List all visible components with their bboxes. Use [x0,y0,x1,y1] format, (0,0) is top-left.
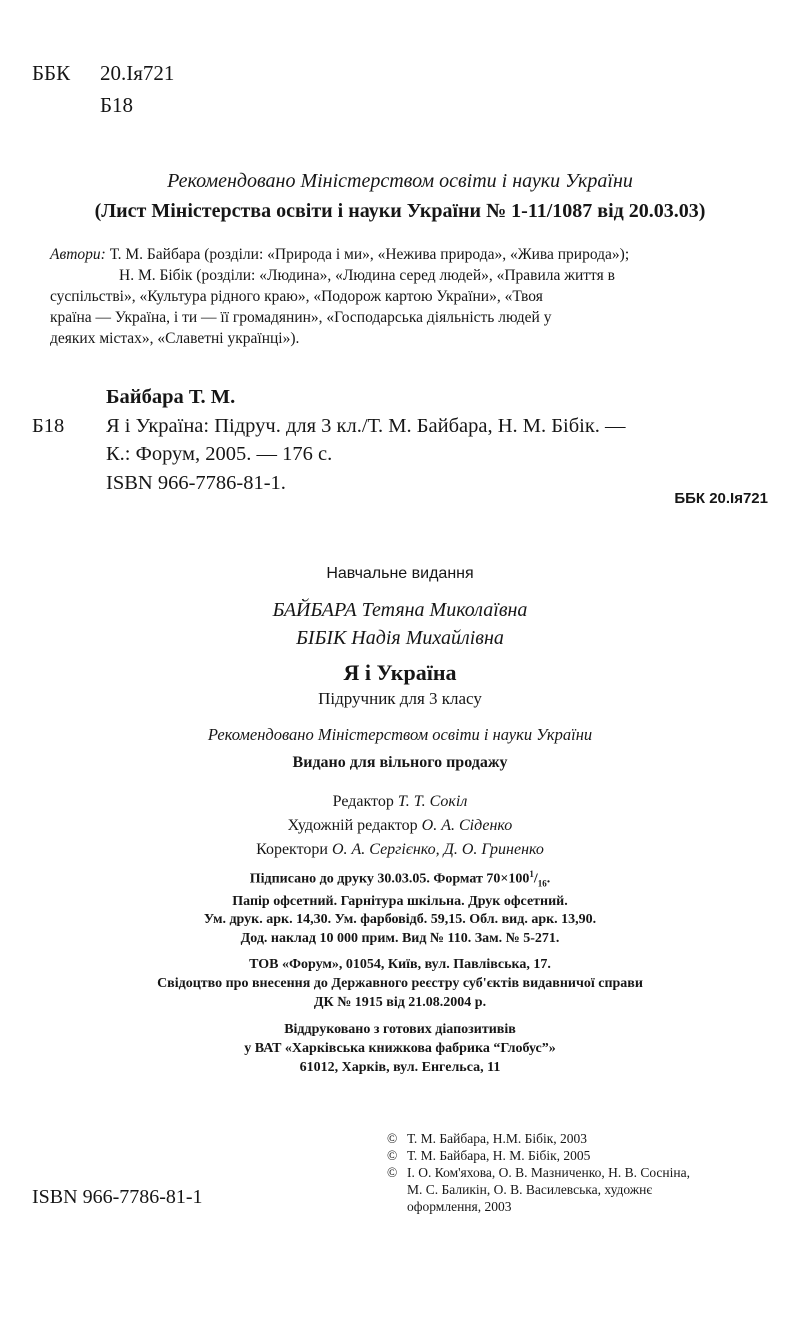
publisher-line: Свідоцтво про внесення до Державного реєстру суб'єктів видавничої справи [157,976,643,991]
copyright-icon: © [387,1165,398,1180]
catalog-card [32,383,626,497]
copyright-entry: Т. М. Байбара, Н.М. Бібік, 2003 [407,1131,588,1146]
authors-line: Н. М. Бібік (розділи: «Людина», «Людина серед людей», «Правила життя в [119,267,615,284]
cipher-code: Б18 [100,93,134,117]
book-subtitle: Підручник для 3 класу [318,689,482,708]
printer-info [0,1020,800,1077]
credit-role: Художній редактор [287,817,418,834]
catalog-bbk: ББК 20.Ія721 [674,490,768,507]
authors-note [50,244,766,349]
bbk-code: 20.Ія721 [100,61,175,85]
ministry-recommendation [0,166,800,226]
copyright-entry: І. О. Ком'яхова, О. В. Мазниченко, Н. В. Сосніна, [407,1165,690,1180]
catalog-cipher: Б18 [32,414,65,437]
imprint-recommendation: Рекомендовано Міністерством освіти і науки України [207,725,593,744]
editorial-credits [0,790,800,862]
format-denominator: 16 [537,878,547,889]
copyright-icon: © [387,1148,398,1163]
ministry-letter-line: (Лист Міністерства освіти і науки України № 1-11/1087 від 20.03.03) [94,200,706,222]
authors-line: Т. М. Байбара (розділи: «Природа і ми», «Нежива природа», «Жива природа»); [109,246,630,263]
copyright-continuation: оформлення, 2003 [407,1199,512,1214]
bbk-header [32,57,174,121]
bbk-label: ББК [32,61,71,85]
format-numerator: 1 [529,869,534,879]
copyright-entry: Т. М. Байбара, Н. М. Бібік, 2005 [407,1148,591,1163]
spec-line: Папір офсетний. Гарнітура шкільна. Друк офсетний. [232,893,568,909]
credit-line [0,838,800,862]
imprint-authors [0,596,800,652]
print-specifications [0,865,800,948]
catalog-author: Байбара Т. М. [106,386,236,408]
publisher-line: ДК № 1915 від 21.08.2004 р. [313,995,487,1010]
book-title: Я і Україна [343,660,457,685]
printer-line: у ВАТ «Харківська книжкова фабрика “Глобус”» [244,1041,556,1056]
authors-label: Автори: [50,246,106,263]
sale-note: Видано для вільного продажу [292,754,508,771]
copyright-continuation: М. С. Балик​ін, О. В. Василевська, художнє [407,1182,653,1197]
catalog-title-line: Я і Україна: Підруч. для 3 кл./Т. М. Байбара, Н. М. Бібік. — [106,414,626,437]
spec-line: Ум. друк. арк. 14,30. Ум. фарбовідб. 59,15. Обл. вид. арк. 13,90. [203,912,597,928]
spec-line: Дод. наклад 10 000 прим. Вид № 110. Зам. № 5-271. [240,930,560,946]
credit-name: О. А. Сіденко [421,817,513,834]
credit-role: Редактор [332,793,394,810]
imprint-author: БАЙБАРА Тетяна Миколаївна [272,599,528,621]
credit-name: Т. Т. Сокіл [397,793,468,810]
authors-line: суспільстві», «Культура рідного краю», «Подорож картою України», «Твоя [50,288,543,305]
credit-line [0,790,800,814]
spec-signed: Підписано до друку 30.03.05. Формат 70×100 [249,871,530,887]
imprint-author: БІБІК Надія Михайлівна [296,627,504,649]
printer-line: Віддруковано з готових діапозитивів [284,1022,516,1037]
publisher-line: ТОВ «Форум», 01054, Київ, вул. Павлівська, 17. [249,957,551,972]
copyright-icon: © [387,1131,398,1146]
authors-line: деяких містах», «Славетні українці»). [50,330,300,347]
spec-line: Підписано до друку 30.03.05. Формат $70\times 100^1/_{16}$. [249,869,551,889]
printer-line: 61012, Харків, вул. Енгельса, 11 [299,1060,501,1075]
publisher-info [0,955,800,1012]
credit-line [0,814,800,838]
catalog-isbn: ISBN 966-7786-81-1. [106,471,286,494]
copyright-block [387,1130,690,1215]
catalog-publisher-line: К.: Форум, 2005. — 176 с. [106,443,333,465]
credit-name: О. А. Сергієнко, Д. О. Гриненко [331,841,544,858]
credit-role: Коректори [256,841,328,858]
isbn: ISBN 966-7786-81-1 [32,1186,203,1208]
edition-type: Навчальне видання [326,565,474,582]
authors-line: країна — Україна, і ти — її громадянин», «Господарська діяльність людей у [50,309,552,326]
recommendation-line: Рекомендовано Міністерством освіти і науки України [167,170,633,192]
